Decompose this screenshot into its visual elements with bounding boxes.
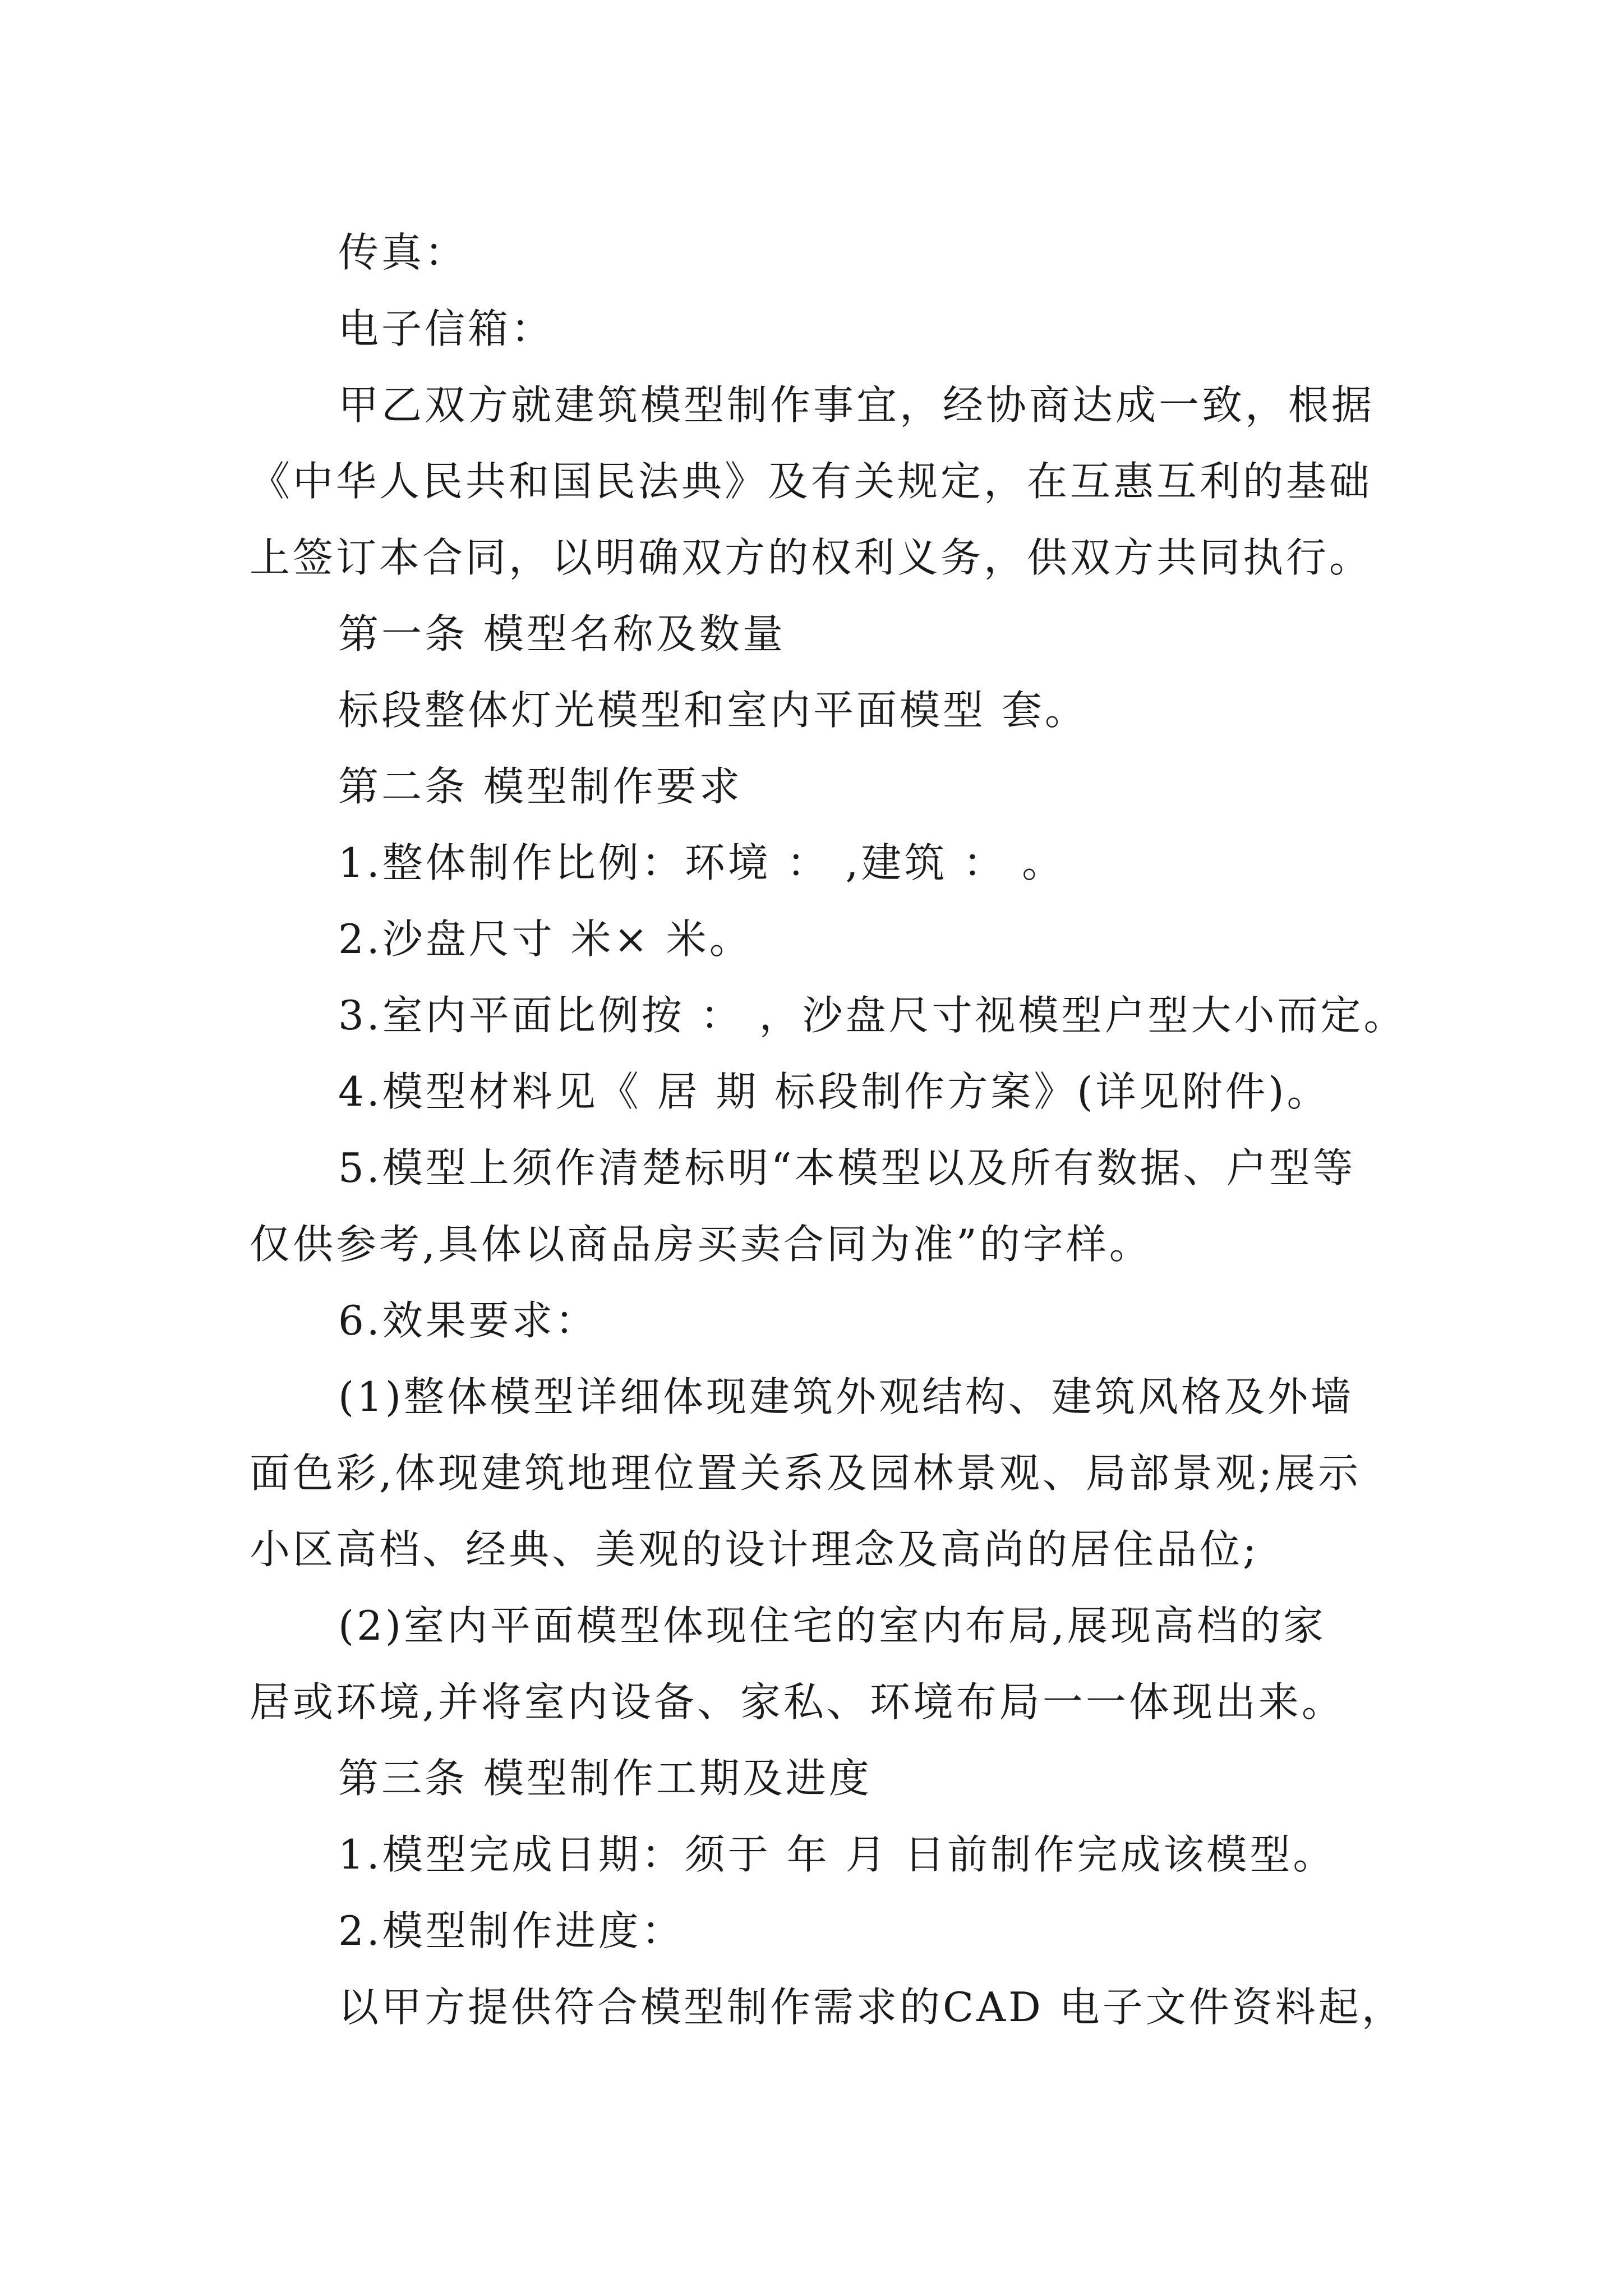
article-2-heading: 第二条 模型制作要求 bbox=[338, 763, 743, 810]
article-2-item-5-line-1: 5.模型上须作清楚标明“本模型以及所有数据、户型等 bbox=[338, 1144, 1356, 1191]
article-1-body: 标段整体灯光模型和室内平面模型 套。 bbox=[338, 687, 1088, 734]
article-2-item-4: 4.模型材料见《 居 期 标段制作方案》(详见附件)。 bbox=[338, 1068, 1330, 1115]
article-2-item-3: 3.室内平面比例按 ： ，沙盘尺寸视模型户型大小而定。 bbox=[338, 992, 1407, 1039]
article-2-item-6: 6.效果要求： bbox=[338, 1297, 598, 1344]
effect-req-2-line-1: (2)室内平面模型体现住宅的室内布局,展现高档的家 bbox=[338, 1602, 1326, 1649]
email-line: 电子信箱： bbox=[338, 305, 555, 352]
article-3-body: 以甲方提供符合模型制作需求的CAD 电子文件资料起， bbox=[338, 1984, 1405, 2031]
article-2-item-5-line-2: 仅供参考,具体以商品房买卖合同为准”的字样。 bbox=[250, 1221, 1152, 1268]
article-3-heading: 第三条 模型制作工期及进度 bbox=[338, 1755, 872, 1802]
effect-req-1-line-1: (1)整体模型详细体现建筑外观结构、建筑风格及外墙 bbox=[338, 1373, 1354, 1420]
effect-req-1-line-2: 面色彩,体现建筑地理位置关系及园林景观、局部景观;展示 bbox=[250, 1450, 1362, 1497]
document-body bbox=[250, 214, 1407, 2045]
article-3-item-2: 2.模型制作进度： bbox=[338, 1907, 685, 1954]
fax-line: 传真： bbox=[338, 229, 468, 276]
article-1-heading: 第一条 模型名称及数量 bbox=[338, 610, 786, 657]
article-2-item-2: 2.沙盘尺寸 米× 米。 bbox=[338, 915, 753, 963]
preamble-line-3: 上签订本合同，以明确双方的权利义务，供双方共同执行。 bbox=[250, 534, 1373, 581]
article-3-item-1: 1.模型完成日期：须于 年 月 日前制作完成该模型。 bbox=[338, 1831, 1336, 1878]
preamble-line-1: 甲乙双方就建筑模型制作事宜，经协商达成一致，根据 bbox=[338, 381, 1375, 429]
article-2-item-1: 1.整体制作比例：环境 ： ,建筑 ： 。 bbox=[338, 839, 1066, 886]
effect-req-1-line-3: 小区高档、经典、美观的设计理念及高尚的居住品位; bbox=[250, 1526, 1260, 1573]
effect-req-2-line-2: 居或环境,并将室内设备、家私、环境布局一一体现出来。 bbox=[250, 1678, 1345, 1726]
preamble-line-2: 《中华人民共和国民法典》及有关规定，在互惠互利的基础 bbox=[250, 458, 1373, 505]
